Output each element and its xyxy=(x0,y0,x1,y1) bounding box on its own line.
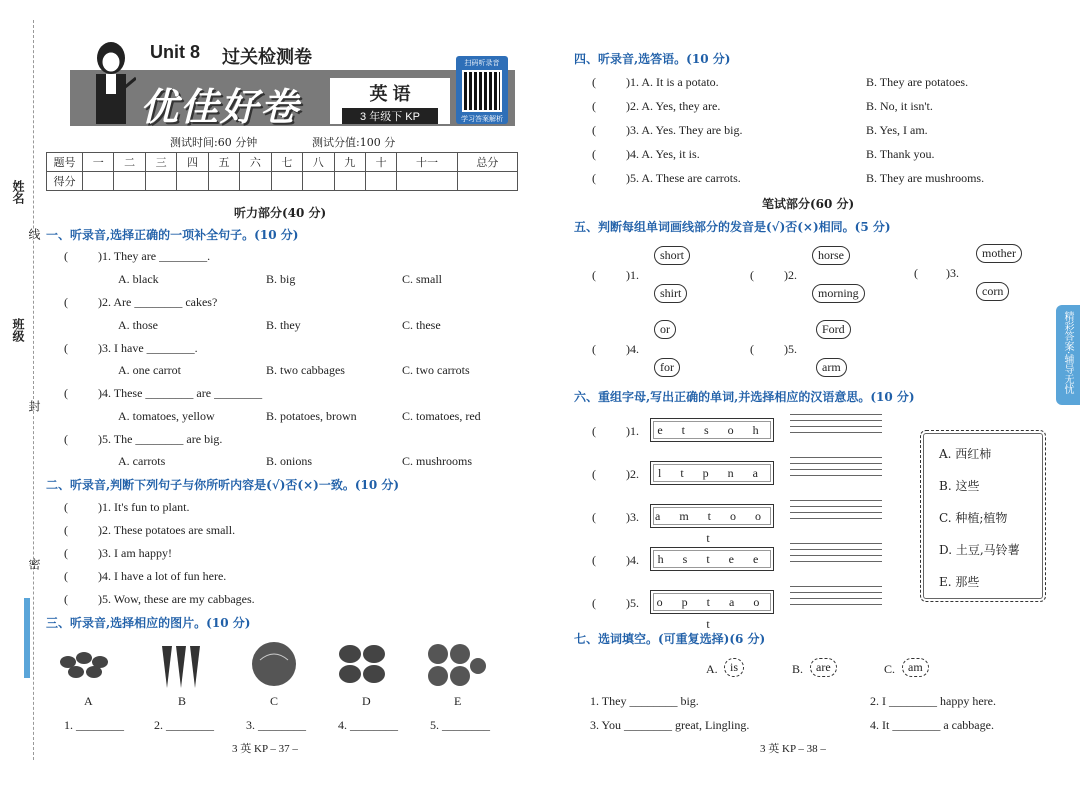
option-c: C. small xyxy=(402,272,443,286)
score-header-cell: 十 xyxy=(365,153,396,172)
page-title: 过关检测卷 xyxy=(222,47,312,67)
picture-label: E xyxy=(454,694,462,708)
score-cell[interactable] xyxy=(271,172,302,191)
side-tab-label: 精彩答案·辅导无忧 xyxy=(1062,311,1073,395)
option-a: )2. A. Yes, they are. xyxy=(626,99,721,113)
choice-letter: A. xyxy=(706,662,718,676)
scrambled-letters: h s t e e xyxy=(650,547,774,571)
answer-paren[interactable]: ( xyxy=(592,510,596,524)
meaning-option: B. 这些 xyxy=(939,479,980,493)
score-header-cell: 七 xyxy=(271,153,302,172)
choice-word: are xyxy=(810,658,837,677)
qr-top-label: 扫码听录音 xyxy=(464,60,500,67)
meaning-option: A. 西红柿 xyxy=(939,447,992,461)
scrambled-letters: l t p n a xyxy=(650,461,774,485)
cabbage-picture xyxy=(246,640,306,690)
option-b: B. Yes, I am. xyxy=(866,123,928,137)
word-oval: shirt xyxy=(654,284,687,303)
section3-title: 三、听录音,选择相应的图片。(10 分) xyxy=(46,616,251,630)
statement: )4. I have a lot of fun here. xyxy=(98,569,227,583)
answer-paren[interactable]: ( xyxy=(592,171,596,185)
option-a: A. black xyxy=(118,272,159,286)
score-header-cell: 一 xyxy=(83,153,114,172)
item-number: )3. xyxy=(626,510,639,524)
option-b: B. They are potatoes. xyxy=(866,75,969,89)
listening-title: 听力部分(40 分) xyxy=(234,206,327,220)
answer-blank[interactable]: 4. ________ xyxy=(338,718,398,732)
statement: )5. Wow, these are my cabbages. xyxy=(98,592,255,606)
score-cell[interactable] xyxy=(397,172,457,191)
answer-paren[interactable]: ( xyxy=(592,424,596,438)
section1-title: 一、听录音,选择正确的一项补全句子。(10 分) xyxy=(46,228,299,242)
score-cell[interactable] xyxy=(334,172,365,191)
choice-word: am xyxy=(902,658,929,677)
score-header-cell: 五 xyxy=(208,153,239,172)
option-a: A. one carrot xyxy=(118,363,181,377)
meaning-option: C. 种植;植物 xyxy=(939,511,1008,525)
scrambled-letters: e t s o h xyxy=(650,418,774,442)
fill-item[interactable]: 1. They ________ big. xyxy=(590,694,699,708)
test-score: 测试分值:100 分 xyxy=(312,136,396,149)
name-label: 姓名 xyxy=(11,180,25,204)
class-label: 班级 xyxy=(11,318,25,342)
test-time: 测试时间:60 分钟 xyxy=(170,136,258,149)
score-cell[interactable] xyxy=(114,172,145,191)
option-b: B. they xyxy=(266,318,301,332)
score-header-cell: 六 xyxy=(240,153,271,172)
choice-word: is xyxy=(724,658,744,677)
answer-paren[interactable]: ( xyxy=(64,432,68,446)
answer-paren[interactable]: ( xyxy=(592,123,596,137)
word-oval: corn xyxy=(976,282,1009,301)
word-oval: mother xyxy=(976,244,1022,263)
subject-box xyxy=(330,78,450,124)
brand-logo: 优佳好卷 xyxy=(140,85,301,129)
score-cell[interactable] xyxy=(145,172,176,191)
answer-paren[interactable]: ( xyxy=(64,546,68,560)
answer-paren[interactable]: ( xyxy=(64,500,68,514)
fill-item[interactable]: 2. I ________ happy here. xyxy=(870,694,996,708)
option-b: B. onions xyxy=(266,454,313,468)
answer-paren[interactable]: ( xyxy=(750,268,754,282)
secret-label: 密 xyxy=(27,558,41,570)
section7-title: 七、选词填空。(可重复选择)(6 分) xyxy=(574,632,766,646)
answer-paren[interactable]: ( xyxy=(592,99,596,113)
answer-paren[interactable]: ( xyxy=(64,569,68,583)
answer-paren[interactable]: ( xyxy=(592,553,596,567)
score-cell[interactable] xyxy=(457,172,517,191)
score-cell[interactable] xyxy=(303,172,334,191)
answer-paren[interactable]: ( xyxy=(64,341,68,355)
answer-paren[interactable]: ( xyxy=(592,268,596,282)
score-row-label: 得分 xyxy=(47,172,83,191)
option-b: B. potatoes, brown xyxy=(266,409,357,423)
score-table xyxy=(46,152,518,191)
section6-title: 六、重组字母,写出正确的单词,并选择相应的汉语意思。(10 分) xyxy=(574,390,915,404)
writing-lines[interactable] xyxy=(790,500,882,524)
fill-item[interactable]: 3. You ________ great, Lingling. xyxy=(590,718,750,732)
score-header-cell: 九 xyxy=(334,153,365,172)
answer-blank[interactable]: 3. ________ xyxy=(246,718,306,732)
answer-paren[interactable]: ( xyxy=(64,249,68,263)
qr-code xyxy=(456,56,508,124)
answer-paren[interactable]: ( xyxy=(592,467,596,481)
qr-pattern xyxy=(462,70,502,112)
option-a: A. carrots xyxy=(118,454,166,468)
picture-label: A xyxy=(84,694,93,708)
unit-label: Unit 8 xyxy=(150,42,201,62)
item-number: )4. xyxy=(626,553,639,567)
section5-title: 五、判断每组单词画线部分的发音是(√)否(×)相同。(5 分) xyxy=(574,220,891,234)
meaning-option: E. 那些 xyxy=(939,575,980,589)
item-number: )5. xyxy=(784,342,797,356)
item-number: )5. xyxy=(626,596,639,610)
option-a: )4. A. Yes, it is. xyxy=(626,147,700,161)
option-b: B. No, it isn't. xyxy=(866,99,933,113)
writing-lines[interactable] xyxy=(790,543,882,567)
word-oval: or xyxy=(654,320,676,339)
answer-paren[interactable]: ( xyxy=(592,147,596,161)
answer-blank[interactable]: 1. ________ xyxy=(64,718,124,732)
option-a: )5. A. These are carrots. xyxy=(626,171,741,185)
question: )4. These ________ are ________ xyxy=(98,386,263,400)
scrambled-letters: a m t o o t xyxy=(650,504,774,528)
qr-bottom-label: 学习答案解析 xyxy=(461,116,503,123)
answer-paren[interactable]: ( xyxy=(592,342,596,356)
meaning-options-box xyxy=(920,430,1046,602)
potatoes-picture xyxy=(336,640,396,690)
answer-paren[interactable]: ( xyxy=(64,295,68,309)
score-header-cell: 二 xyxy=(114,153,145,172)
score-header-cell: 八 xyxy=(303,153,334,172)
item-number: )1. xyxy=(626,424,639,438)
section4-title: 四、听录音,选答语。(10 分) xyxy=(574,52,731,66)
tomatoes-picture xyxy=(426,640,486,690)
section2-title: 二、听录音,判断下列句子与你所听内容是(√)否(×)一致。(10 分) xyxy=(46,478,400,492)
item-number: )2. xyxy=(784,268,797,282)
question: )5. The ________ are big. xyxy=(98,432,223,446)
teacher-illustration xyxy=(86,38,136,128)
answer-paren[interactable]: ( xyxy=(64,523,68,537)
item-number: )2. xyxy=(626,467,639,481)
seal-label: 封 xyxy=(27,400,41,412)
option-b: B. two cabbages xyxy=(266,363,345,377)
option-b: B. Thank you. xyxy=(866,147,935,161)
score-header-cell: 三 xyxy=(145,153,176,172)
writing-lines[interactable] xyxy=(790,586,882,610)
score-header-cell: 总分 xyxy=(457,153,517,172)
question: )2. Are ________ cakes? xyxy=(98,295,218,309)
option-b: B. big xyxy=(266,272,296,286)
option-a: A. tomatoes, yellow xyxy=(118,409,215,423)
score-cell[interactable] xyxy=(83,172,114,191)
answer-paren[interactable]: ( xyxy=(592,75,596,89)
line-label: 线 xyxy=(27,228,41,240)
option-a: )3. A. Yes. They are big. xyxy=(626,123,743,137)
option-a: )1. A. It is a potato. xyxy=(626,75,719,89)
option-a: A. those xyxy=(118,318,158,332)
score-header-cell: 十一 xyxy=(397,153,457,172)
writing-title: 笔试部分(60 分) xyxy=(762,197,855,211)
fill-item[interactable]: 4. It ________ a cabbage. xyxy=(870,718,994,732)
choice-letter: C. xyxy=(884,662,896,676)
meaning-option: D. 土豆,马铃薯 xyxy=(939,543,1020,557)
side-tab xyxy=(1056,305,1080,405)
carrots-picture xyxy=(156,636,216,686)
word-oval: horse xyxy=(812,246,850,265)
word-oval: for xyxy=(654,358,680,377)
option-c: C. these xyxy=(402,318,441,332)
choice-letter: B. xyxy=(792,662,804,676)
answer-paren[interactable]: ( xyxy=(64,386,68,400)
option-c: C. mushrooms xyxy=(402,454,473,468)
page-footer-right: 3 英 KP – 38 – xyxy=(760,743,826,755)
question: )1. They are ________. xyxy=(98,249,211,263)
answer-paren[interactable]: ( xyxy=(592,596,596,610)
scrambled-letters: o p t a o t xyxy=(650,590,774,614)
word-oval: morning xyxy=(812,284,865,303)
mushrooms-picture xyxy=(58,642,118,692)
score-cell[interactable] xyxy=(365,172,396,191)
picture-label: D xyxy=(362,694,371,708)
writing-lines[interactable] xyxy=(790,457,882,481)
margin-stripe xyxy=(24,598,30,678)
word-oval: Ford xyxy=(816,320,851,339)
word-oval: short xyxy=(654,246,690,265)
picture-label: C xyxy=(270,694,279,708)
item-number: )4. xyxy=(626,342,639,356)
statement: )2. These potatoes are small. xyxy=(98,523,236,537)
answer-blank[interactable]: 5. ________ xyxy=(430,718,490,732)
picture-label: B xyxy=(178,694,187,708)
word-oval: arm xyxy=(816,358,847,377)
score-cell[interactable] xyxy=(208,172,239,191)
answer-paren[interactable]: ( xyxy=(64,592,68,606)
page-footer-left: 3 英 KP – 37 – xyxy=(232,743,298,755)
answer-paren[interactable]: ( xyxy=(914,266,918,280)
answer-blank[interactable]: 2. ________ xyxy=(154,718,214,732)
item-number: )1. xyxy=(626,268,639,282)
item-number: )3. xyxy=(946,266,959,280)
grade-label: 3 年级下 KP xyxy=(342,108,438,124)
score-cell[interactable] xyxy=(177,172,208,191)
score-cell[interactable] xyxy=(240,172,271,191)
option-b: B. They are mushrooms. xyxy=(866,171,985,185)
score-header-cell: 题号 xyxy=(47,153,83,172)
answer-paren[interactable]: ( xyxy=(750,342,754,356)
option-c: C. two carrots xyxy=(402,363,470,377)
binding-margin xyxy=(0,0,40,788)
option-c: C. tomatoes, red xyxy=(402,409,481,423)
statement: )3. I am happy! xyxy=(98,546,172,560)
question: )3. I have ________. xyxy=(98,341,198,355)
statement: )1. It's fun to plant. xyxy=(98,500,190,514)
subject-label: 英 语 xyxy=(369,84,411,104)
writing-lines[interactable] xyxy=(790,414,882,438)
score-header-cell: 四 xyxy=(177,153,208,172)
